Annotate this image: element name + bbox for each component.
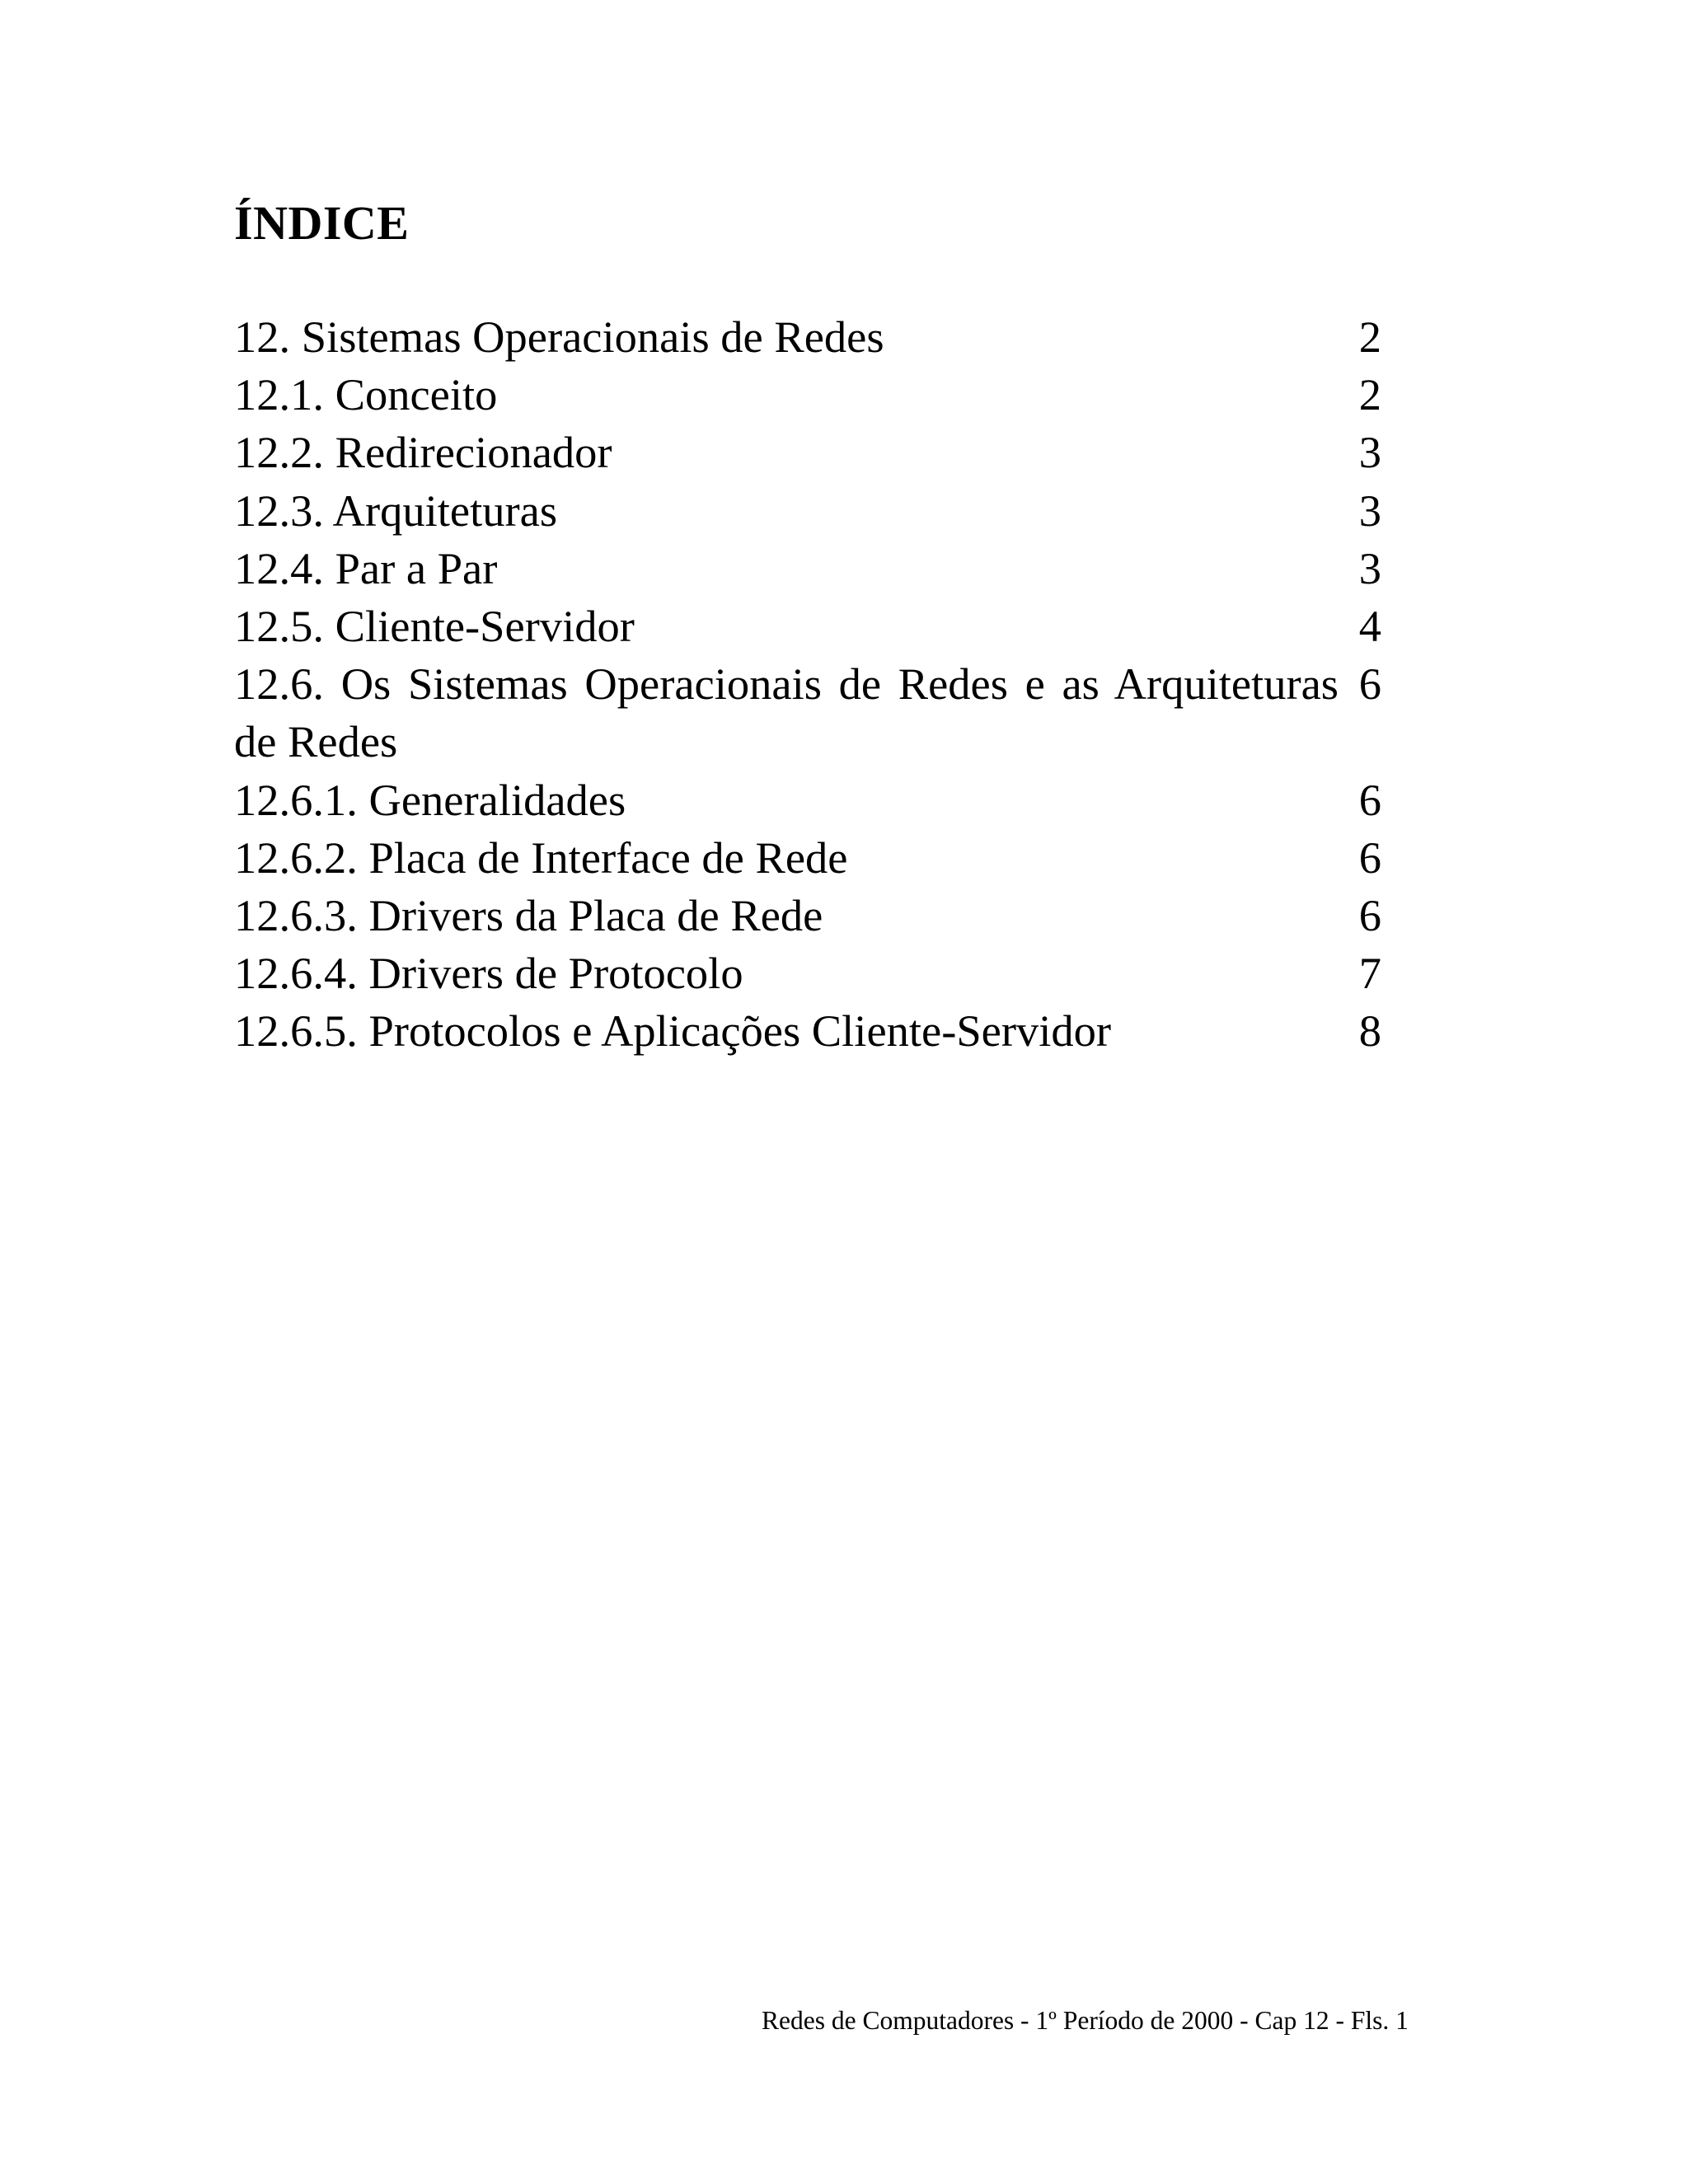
toc-entry-title: 12.6.5. Protocolos e Aplicações Cliente-Servidor <box>234 1005 1112 1057</box>
toc-entry-title: 12.6. Os Sistemas Operacionais de Redes e as Arquiteturas de Redes <box>234 658 1339 767</box>
toc-entry-title: 12.1. Conceito <box>234 369 498 420</box>
toc-entry-title: 12.4. Par a Par <box>234 542 498 593</box>
toc-entry-title: 12.3. Arquiteturas <box>234 485 558 536</box>
toc-entry <box>234 1002 1381 1060</box>
toc-entry <box>234 944 1381 1002</box>
toc-entry-page: 6 <box>1358 658 1381 710</box>
page-footer: Redes de Computadores - 1º Período de 2000 - Cap 12 - Fls. 1 <box>762 2006 1409 2035</box>
toc-entry-page: 6 <box>1358 832 1381 883</box>
page-title: ÍNDICE <box>234 196 410 250</box>
toc-entry-title: 12.2. Redirecionador <box>234 427 612 478</box>
toc-entry-page: 3 <box>1358 427 1381 478</box>
toc-entry-page: 6 <box>1358 890 1381 941</box>
toc-entry-page: 2 <box>1358 369 1381 420</box>
toc-entry <box>234 887 1381 944</box>
toc-entry <box>234 424 1381 481</box>
toc-entry-title: 12.6.3. Drivers da Placa de Rede <box>234 890 823 941</box>
toc-entry-page: 3 <box>1358 485 1381 536</box>
toc-entry-page: 7 <box>1358 948 1381 999</box>
toc-entry <box>234 655 1381 771</box>
toc-entry-page: 2 <box>1358 312 1381 362</box>
toc-entry-page: 3 <box>1358 542 1381 593</box>
toc-entry-page: 8 <box>1358 1005 1381 1057</box>
toc-entry <box>234 598 1381 655</box>
table-of-contents <box>234 308 1381 1061</box>
toc-entry-title: 12.6.2. Placa de Interface de Rede <box>234 832 848 883</box>
toc-entry <box>234 482 1381 540</box>
toc-entry-title: 12.6.1. Generalidades <box>234 774 626 825</box>
toc-entry <box>234 540 1381 598</box>
toc-entry-title: 12.6.4. Drivers de Protocolo <box>234 948 743 999</box>
toc-entry-page: 6 <box>1358 774 1381 825</box>
toc-entry <box>234 771 1381 829</box>
toc-entry <box>234 366 1381 424</box>
toc-entry-title: 12.5. Cliente-Servidor <box>234 601 635 652</box>
toc-entry-page: 4 <box>1358 601 1381 652</box>
toc-entry <box>234 308 1381 366</box>
toc-entry-title: 12. Sistemas Operacionais de Redes <box>234 312 884 362</box>
toc-entry <box>234 829 1381 887</box>
